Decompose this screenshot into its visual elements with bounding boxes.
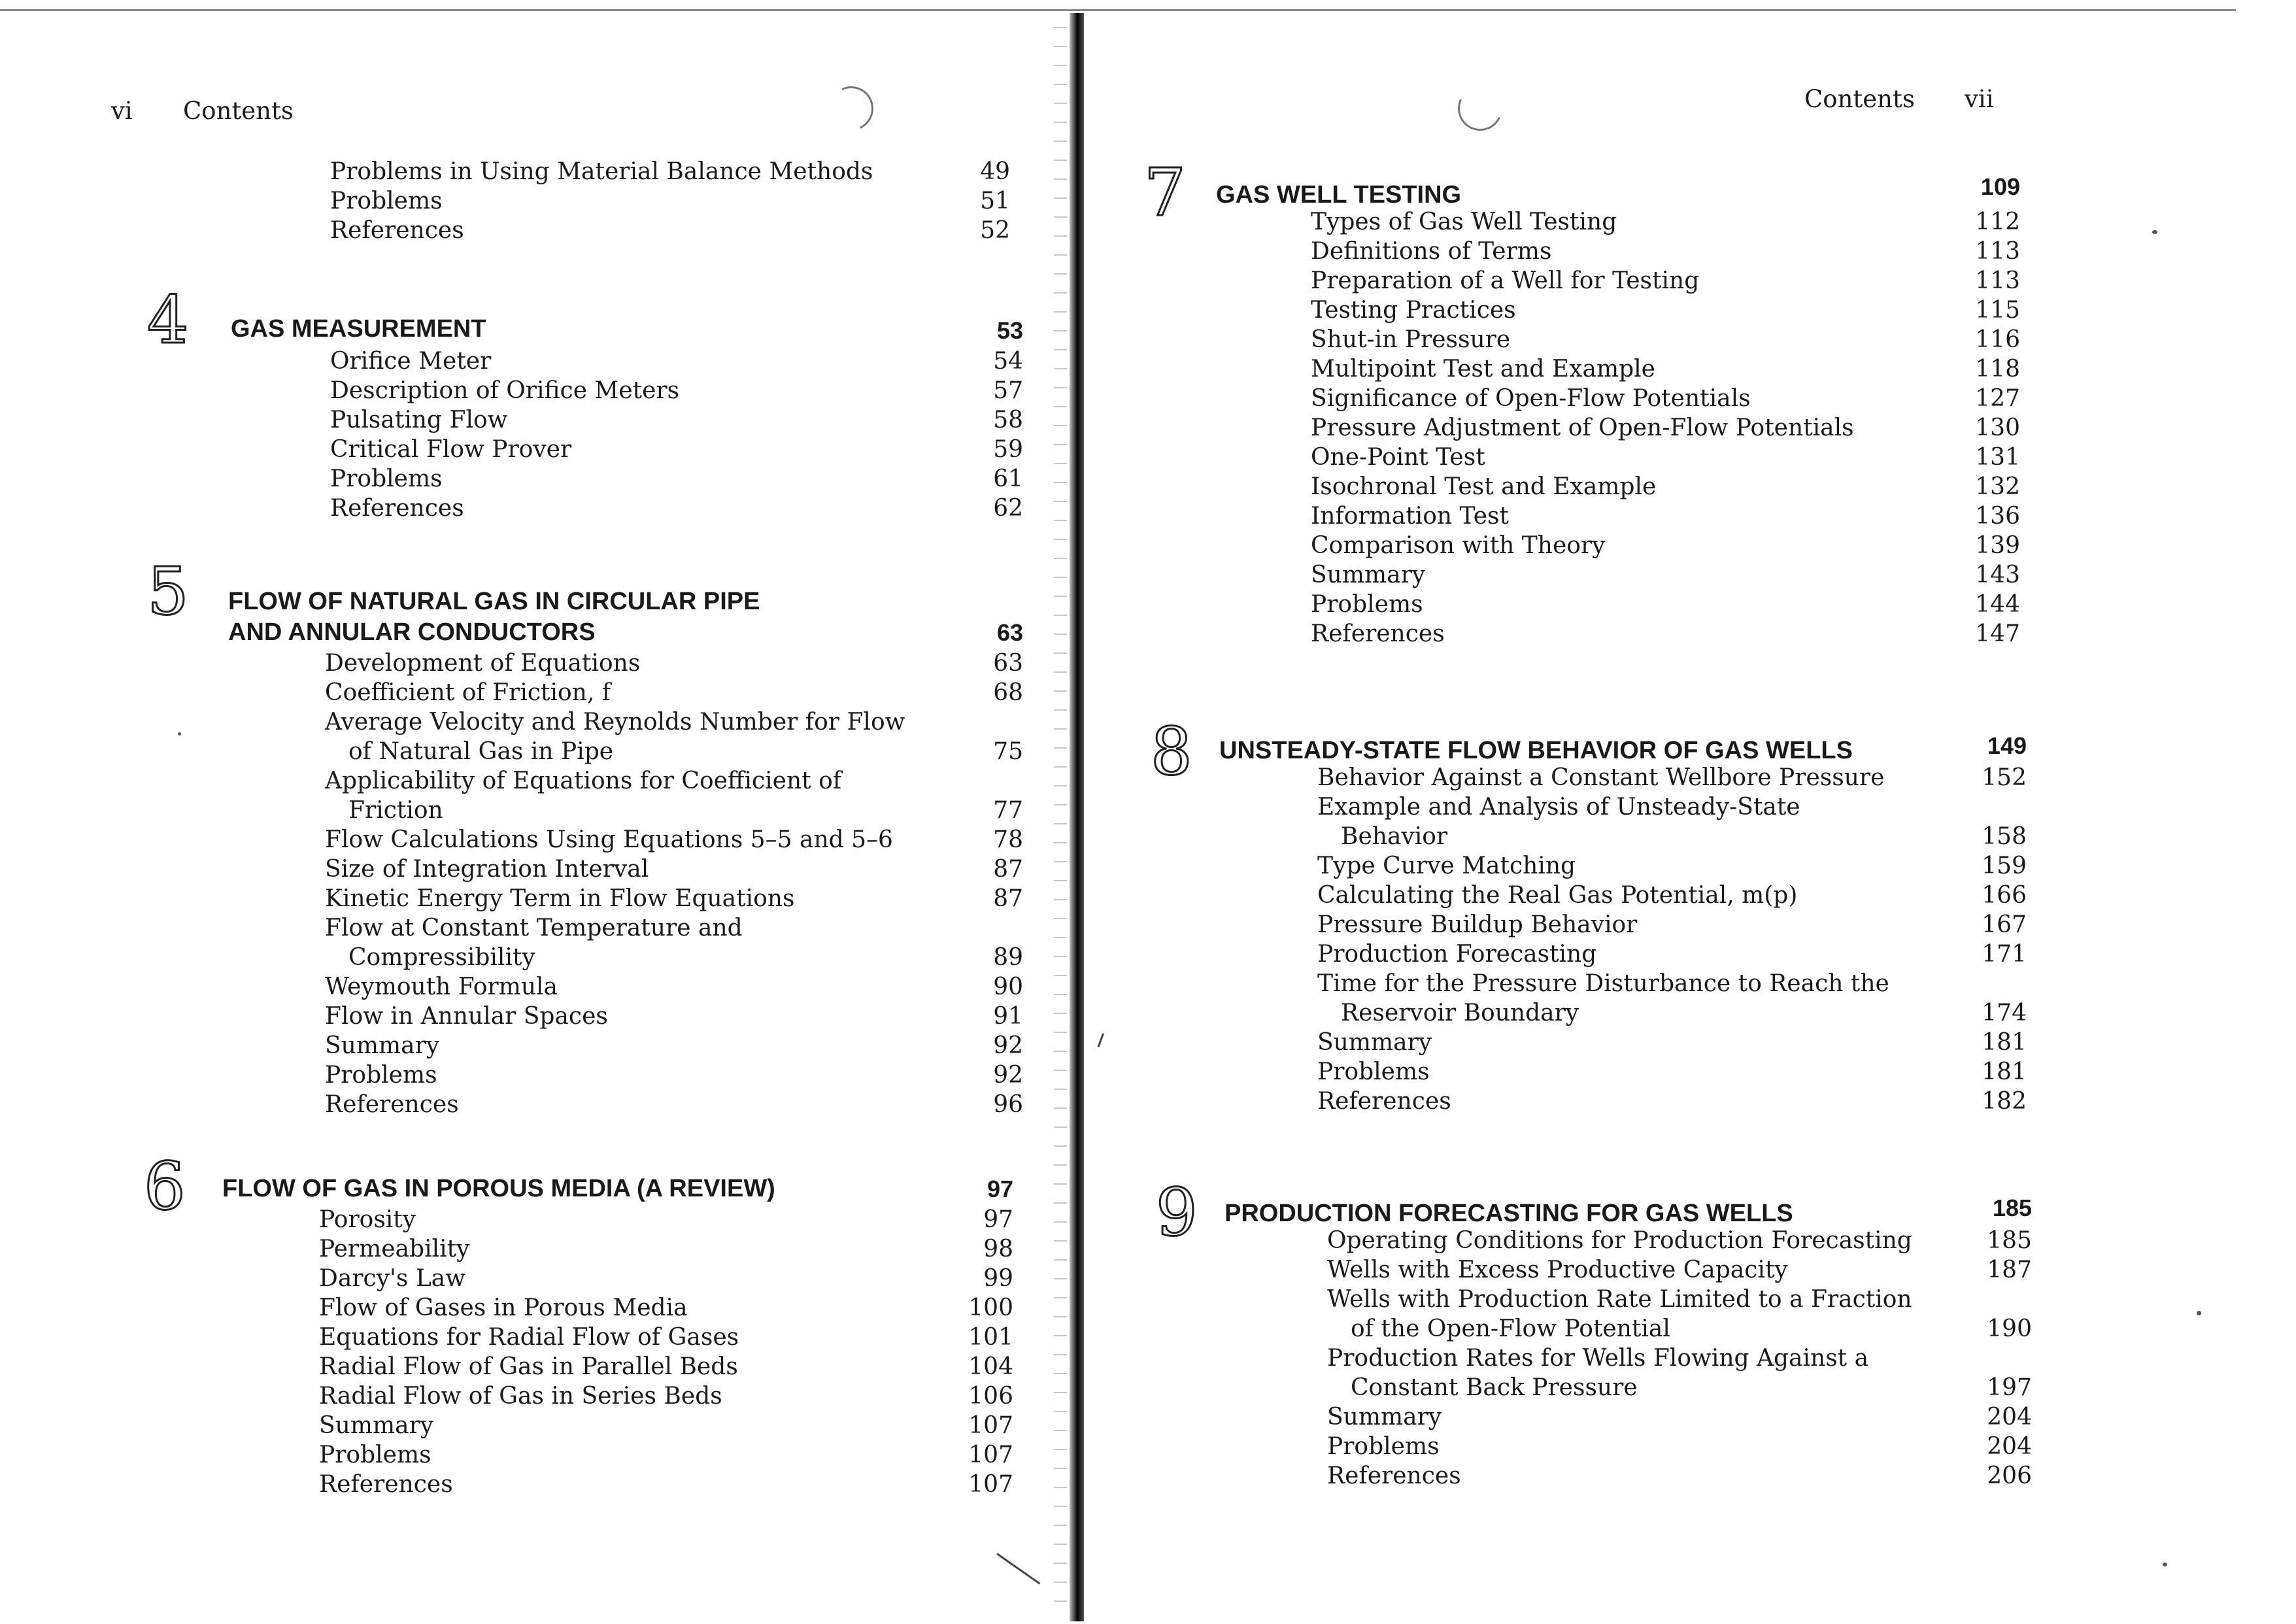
chapter-number: 4 — [147, 282, 189, 358]
toc-entry: Problems 51 — [330, 188, 1010, 214]
toc-entry: Type Curve Matching 159 — [1317, 853, 2027, 879]
toc-entry: Information Test 136 — [1311, 503, 2020, 530]
toc-entry: References 206 — [1327, 1463, 2032, 1489]
chapter-number: 7 — [1144, 154, 1186, 231]
toc-entry: Pulsating Flow 58 — [330, 407, 1023, 433]
toc-entry: Radial Flow of Gas in Series Beds 106 — [319, 1383, 1013, 1410]
toc-entry: Problems 107 — [319, 1442, 1013, 1468]
toc-entry: Problems 144 — [1311, 591, 2020, 618]
toc-entry: Flow Calculations Using Equations 5–5 and 5–6 78 — [325, 826, 1023, 853]
continued-entries — [330, 157, 1010, 245]
chapter-title: UNSTEADY-STATE FLOW BEHAVIOR OF GAS WELLS — [1219, 737, 1853, 764]
punch-hole — [822, 80, 879, 137]
toc-entry: Size of Integration Interval 87 — [325, 856, 1023, 883]
toc-entry: Wells with Production Rate Limited to a Fraction of the Open-Flow Potential 190 — [1327, 1286, 2032, 1342]
chapter-page: 97 — [987, 1176, 1013, 1202]
toc-entry: Comparison with Theory 139 — [1311, 532, 2020, 559]
toc-entry: Applicability of Equations for Coefficient of Friction 77 — [325, 768, 1023, 824]
page-folio: vii — [1965, 85, 1994, 113]
chapter-title: GAS WELL TESTING — [1216, 181, 1462, 209]
toc-entry: References 107 — [319, 1471, 1013, 1498]
toc-entries — [325, 649, 1023, 1119]
toc-entry: Summary 204 — [1327, 1404, 2032, 1430]
toc-entry: References 62 — [330, 495, 1023, 522]
toc-entry: References 52 — [330, 217, 1010, 244]
chapter-page: 53 — [996, 317, 1023, 344]
toc-entry: Pressure Buildup Behavior 167 — [1317, 911, 2027, 938]
toc-entry: Problems 204 — [1327, 1433, 2032, 1460]
scan-mark — [996, 1553, 1040, 1584]
toc-entry: Isochronal Test and Example 132 — [1311, 473, 2020, 500]
toc-entry: Critical Flow Prover 59 — [330, 436, 1023, 463]
toc-entry: Problems 181 — [1317, 1058, 2027, 1085]
scan-speck — [178, 732, 181, 736]
toc-entry: Types of Gas Well Testing 112 — [1311, 209, 2020, 235]
toc-entry: Flow at Constant Temperature and Compressibility 89 — [325, 915, 1023, 971]
toc-entry: Shut-in Pressure 116 — [1311, 326, 2020, 353]
chapter-page: 63 — [996, 619, 1023, 646]
page-folio: vi — [111, 97, 133, 125]
toc-entry: Behavior Against a Constant Wellbore Pressure 152 — [1317, 764, 2027, 791]
toc-entry: One-Point Test 131 — [1311, 444, 2020, 471]
chapter-number: 8 — [1151, 713, 1192, 790]
toc-entry: Equations for Radial Flow of Gases 101 — [319, 1324, 1013, 1351]
toc-entries — [330, 347, 1023, 523]
toc-entries — [1327, 1226, 2032, 1491]
toc-entry: Definitions of Terms 113 — [1311, 238, 2020, 265]
toc-entry: Calculating the Real Gas Potential, m(p) 166 — [1317, 882, 2027, 909]
toc-entry: Average Velocity and Reynolds Number for Flow of Natural Gas in Pipe 75 — [325, 709, 1023, 765]
toc-entries — [319, 1205, 1013, 1499]
toc-entry: Preparation of a Well for Testing 113 — [1311, 267, 2020, 294]
toc-entry: Problems in Using Material Balance Methods 49 — [330, 158, 1010, 185]
toc-entry: Multipoint Test and Example 118 — [1311, 356, 2020, 382]
left-page — [0, 0, 1066, 1624]
toc-entry: Flow in Annular Spaces 91 — [325, 1003, 1023, 1030]
toc-entry: Darcy's Law 99 — [319, 1265, 1013, 1292]
toc-entry: Development of Equations 63 — [325, 650, 1023, 677]
punch-hole — [1451, 80, 1508, 137]
chapter-title: GAS MEASUREMENT — [231, 315, 486, 343]
chapter-number: 5 — [147, 553, 189, 630]
book-gutter — [1070, 13, 1084, 1621]
toc-entry: Summary 92 — [325, 1032, 1023, 1059]
toc-entry: Radial Flow of Gas in Parallel Beds 104 — [319, 1353, 1013, 1380]
running-head-title: Contents — [1804, 85, 1915, 113]
toc-entry: Summary 107 — [319, 1412, 1013, 1439]
toc-entry: Operating Conditions for Production Forecasting 185 — [1327, 1227, 2032, 1254]
scan-speck — [2163, 1563, 2167, 1566]
toc-entry: Orifice Meter 54 — [330, 348, 1023, 375]
running-head-title: Contents — [183, 97, 294, 125]
scan-speck — [2152, 230, 2157, 234]
toc-entry: Porosity 97 — [319, 1206, 1013, 1233]
chapter-page: 185 — [1992, 1194, 2032, 1221]
toc-entry: Production Rates for Wells Flowing Against a Constant Back Pressure 197 — [1327, 1345, 2032, 1401]
toc-entry: Permeability 98 — [319, 1236, 1013, 1262]
toc-entry: References 96 — [325, 1091, 1023, 1118]
toc-entry: Testing Practices 115 — [1311, 297, 2020, 324]
toc-entry: Summary 143 — [1311, 562, 2020, 588]
scan-mark — [1098, 1033, 1104, 1047]
toc-entry: Significance of Open-Flow Potentials 127 — [1311, 385, 2020, 412]
toc-entries — [1311, 207, 2020, 649]
chapter-title: PRODUCTION FORECASTING FOR GAS WELLS — [1224, 1200, 1793, 1227]
toc-entry: Problems 92 — [325, 1062, 1023, 1089]
toc-entry: Wells with Excess Productive Capacity 187 — [1327, 1257, 2032, 1283]
chapter-page: 149 — [1987, 732, 2027, 759]
right-page — [1085, 0, 2296, 1624]
toc-entry: Pressure Adjustment of Open-Flow Potentials 130 — [1311, 414, 2020, 441]
chapter-title: FLOW OF NATURAL GAS IN CIRCULAR PIPE AND ANNULAR CONDUCTORS — [228, 588, 760, 646]
toc-entries — [1317, 763, 2027, 1116]
toc-entry: Description of Orifice Meters 57 — [330, 377, 1023, 404]
toc-entry: Time for the Pressure Disturbance to Reach the Reservoir Boundary 174 — [1317, 970, 2027, 1026]
toc-entry: Coefficient of Friction, f 68 — [325, 679, 1023, 706]
toc-entry: Example and Analysis of Unsteady-State Behavior 158 — [1317, 794, 2027, 850]
toc-entry: Production Forecasting 171 — [1317, 941, 2027, 968]
scan-speck — [2197, 1311, 2201, 1315]
toc-entry: Problems 61 — [330, 465, 1023, 492]
toc-entry: Weymouth Formula 90 — [325, 973, 1023, 1000]
chapter-number: 9 — [1156, 1174, 1198, 1251]
chapter-title: FLOW OF GAS IN POROUS MEDIA (A REVIEW) — [222, 1175, 775, 1202]
toc-entry: Kinetic Energy Term in Flow Equations 87 — [325, 885, 1023, 912]
toc-entry: Summary 181 — [1317, 1029, 2027, 1056]
chapter-number: 6 — [144, 1148, 186, 1225]
toc-entry: References 147 — [1311, 620, 2020, 647]
toc-entry: Flow of Gases in Porous Media 100 — [319, 1294, 1013, 1321]
chapter-page: 109 — [1980, 173, 2020, 200]
toc-entry: References 182 — [1317, 1088, 2027, 1115]
